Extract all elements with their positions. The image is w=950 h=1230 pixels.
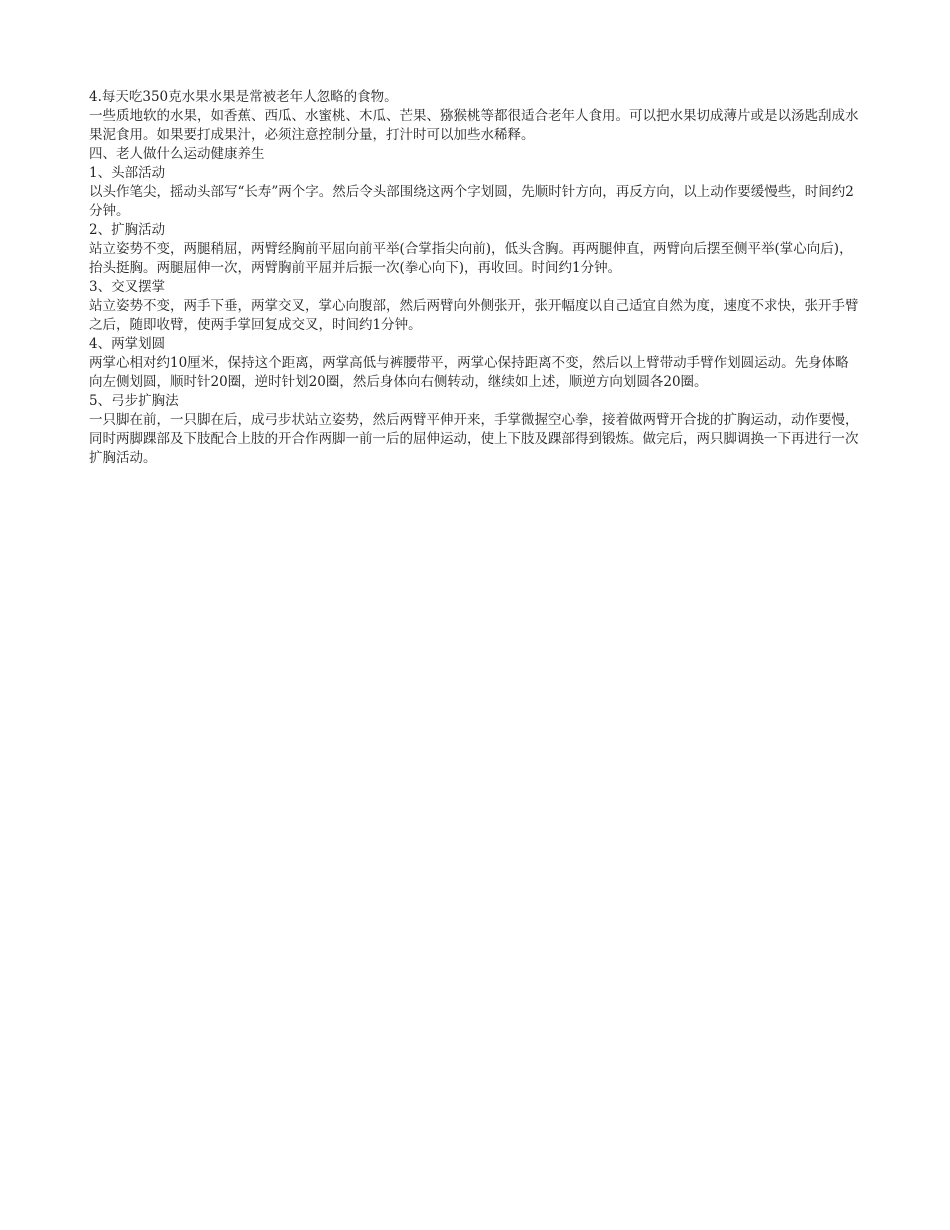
subheading-palm-circles: 4、两掌划圆 [89, 336, 166, 352]
section-heading-exercise: 四、老人做什么运动健康养生 [89, 146, 265, 162]
subheading-head-activity: 1、头部活动 [89, 165, 166, 181]
paragraph-fruit-text: 一些质地软的水果，如香蕉、西瓜、水蜜桃、木瓜、芒果、猕猴桃等都很适合老年人食用。可以把水果切成薄片或是以汤匙刮成水果泥食用。如果要打成果汁，必须注意控制分量，打汁时可以加些水稀释。 [89, 108, 859, 143]
subheading-chest-activity: 2、扩胸活动 [89, 222, 166, 238]
paragraph-palm-circles: 两掌心相对约10厘米，保持这个距离，两掌高低与裤腰带平，两掌心保持距离不变，然后以上臂带动手臂作划圆运动。先身体略向左侧划圆，顺时针20圈，逆时针划20圈，然后身体向右侧转动，继续如上述，顺逆方向划圆各20圈。 [89, 355, 849, 390]
subheading-cross-palms: 3、交叉摆掌 [89, 279, 166, 295]
paragraph-head-activity: 以头作笔尖，摇动头部写“长寿”两个字。然后令头部围绕这两个字划圆，先顺时针方向，再反方向，以上动作要缓慢些，时间约2分钟。 [89, 184, 854, 219]
document-body [89, 88, 861, 468]
paragraph-chest-activity: 站立姿势不变，两腿稍屈，两臂经胸前平屈向前平举(合掌指尖向前)，低头含胸。再两腿伸直，两臂向后摆至侧平举(掌心向后)，抬头挺胸。两腿屈伸一次，两臂胸前平屈并后振一次(拳心向下)，再收回。时间约1分钟。 [89, 241, 853, 276]
paragraph-cross-palms: 站立姿势不变，两手下垂，两掌交叉，掌心向腹部，然后两臂向外侧张开，张开幅度以自己适宜自然为度，速度不求快，张开手臂之后，随即收臂，使两手掌回复成交叉，时间约1分钟。 [89, 298, 859, 333]
subheading-lunge-chest: 5、弓步扩胸法 [89, 393, 179, 409]
paragraph-lunge-chest: 一只脚在前，一只脚在后，成弓步状站立姿势，然后两臂平伸开来，手掌微握空心拳，接着做两臂开合拢的扩胸运动，动作要慢，同时两脚踝部及下肢配合上肢的开合作两脚一前一后的屈伸运动，使上下肢及踝部得到锻炼。做完后，两只脚调换一下再进行一次扩胸活动。 [89, 412, 859, 466]
paragraph-fruit-heading: 4.每天吃350克水果水果是常被老年人忽略的食物。 [89, 89, 398, 105]
